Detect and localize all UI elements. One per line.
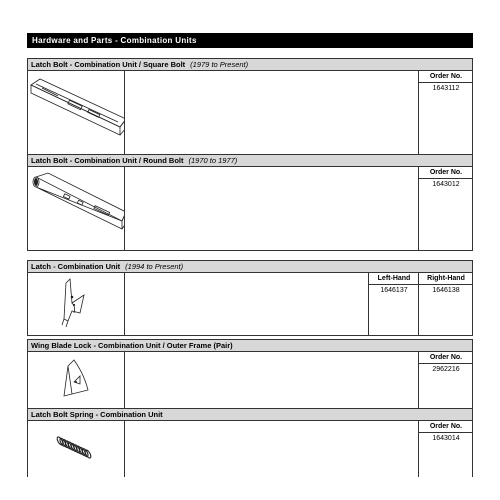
spring-icon [28, 421, 124, 477]
section-latch-bolt-spring [27, 408, 473, 477]
order-number: 1646137 [380, 287, 408, 294]
page-title: Hardware and Parts - Combination Units [27, 33, 473, 48]
order-number-column [418, 421, 473, 477]
order-number-column [418, 352, 473, 408]
square-latch-bolt-icon [28, 71, 124, 154]
order-column-header: Right-Hand [419, 273, 473, 285]
latch-icon [28, 273, 124, 335]
order-number-column [418, 167, 473, 250]
section-header [28, 155, 472, 167]
right-hand-column [418, 273, 473, 335]
section-years: (1979 to Present) [190, 60, 249, 69]
section-header [28, 59, 472, 71]
part-image-cell [28, 352, 125, 408]
order-column-header: Order No. [419, 352, 473, 364]
section-title: Wing Blade Lock - Combination Unit / Outer Frame (Pair) [31, 341, 233, 350]
order-number: 1643112 [432, 85, 460, 92]
part-image-cell [28, 71, 125, 154]
section-round-latch-bolt [27, 154, 473, 251]
order-column-header: Order No. [419, 421, 473, 433]
round-latch-bolt-icon [28, 167, 124, 250]
section-header [28, 340, 472, 352]
order-number: 1643012 [432, 181, 460, 188]
order-number: 1646138 [432, 287, 460, 294]
part-image-cell [28, 167, 125, 250]
order-column-header: Left-Hand [369, 273, 419, 285]
order-number: 1643014 [432, 435, 460, 442]
section-years: (1970 to 1977) [188, 156, 238, 165]
part-image-cell [28, 273, 125, 335]
order-column-header: Order No. [419, 71, 473, 83]
section-latch [27, 260, 473, 336]
order-number: 2962216 [432, 366, 460, 373]
section-title: Latch Bolt Spring - Combination Unit [31, 410, 163, 419]
left-hand-column [368, 273, 419, 335]
order-number-column [418, 71, 473, 154]
section-header [28, 409, 472, 421]
section-square-latch-bolt [27, 58, 473, 155]
section-years: (1994 to Present) [125, 262, 184, 271]
order-column-header: Order No. [419, 167, 473, 179]
parts-sheet [27, 33, 473, 442]
section-wing-blade-lock [27, 339, 473, 409]
section-header [28, 261, 472, 273]
part-image-cell [28, 421, 125, 477]
section-title: Latch Bolt - Combination Unit / Round Bolt [31, 156, 184, 165]
section-title: Latch - Combination Unit [31, 262, 121, 271]
wing-blade-lock-icon [28, 352, 124, 408]
section-title: Latch Bolt - Combination Unit / Square Bolt [31, 60, 186, 69]
